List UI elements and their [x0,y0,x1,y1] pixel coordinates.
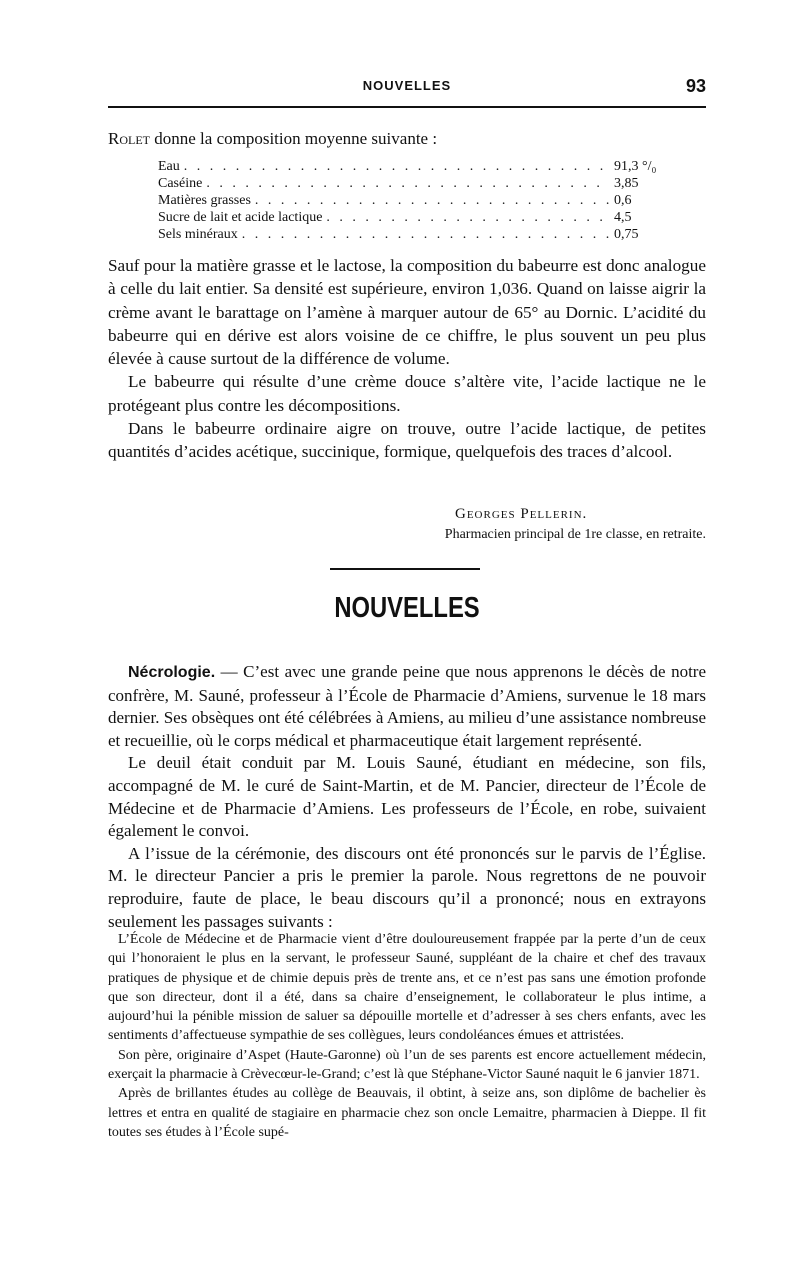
signature-name: Georges Pellerin. [455,506,588,522]
lead-sentence [108,128,706,150]
lead-text: donne la composition moyenne suivante : [150,129,438,148]
composition-value: 0,75 [614,227,639,242]
composition-value: 91,3 °/₀ [614,159,657,174]
news-kicker: Nécrologie. [128,664,216,681]
leader-dots [184,158,610,175]
quoted-speech [108,930,706,1142]
composition-label: Sucre de lait et acide lactique [158,210,323,225]
composition-label: Caséine [158,176,203,191]
paragraph: Dans le babeurre ordinaire aigre on trouve, outre l’acide lactique, de petites quantités d’acides acétique, succinique, formique, quelquefois des traces d’alcool. [108,419,706,462]
leader-dots [326,209,610,226]
leader-dots [242,226,610,243]
article-body [108,254,706,464]
paragraph [108,661,706,752]
paragraph: Le deuil était conduit par M. Louis Sauné, étudiant en médecine, son fils, accompagné de M. le curé de Saint-Martin, et de M. Pancier, directeur de l’École de Médecine et de Pharmacie d’Amiens. Les professeurs de l’École, en robe, suivaient également le convoi. [108,753,706,841]
running-title: NOUVELLES [362,78,452,93]
leader-dots [206,175,610,192]
signature-title: Pharmacien principal de 1re classe, en retraite. [444,527,706,542]
section-title: NOUVELLES [334,592,480,624]
paragraph: Sauf pour la matière grasse et le lactose, la composition du babeurre est donc analogue à celle du lait entier. Sa densité est supérieure, environ 1,036. Quand on laisse aigrir la crème avant le barattage on l’amène à marquer autour de 65° au Dornic. L’acidité du babeurre qui en dérive est alors voisine de ce chiffre, le plus souvent un peu plus élevée à cause surtout de la différence de volume. [108,256,706,369]
leader-dots [255,192,610,209]
table-row [158,175,684,192]
paragraph: A l’issue de la cérémonie, des discours ont été prononcés sur le parvis de l’Église. M. le directeur Pancier a pris le premier la parole. Nous regrettons de ne pouvoir reproduire, faute de place, le beau discours qu’il a prononcé; nous en extrayons seulement les passages suivants : [108,843,706,931]
composition-label: Sels minéraux [158,227,238,242]
table-row [158,226,684,243]
composition-value: 4,5 [614,210,632,225]
quote-paragraph: Son père, originaire d’Aspet (Haute-Garonne) où l’un de ses parents est encore actuellement médecin, exerçait la pharmacie à Crèvecœur-le-Grand; c’est là que Stéphane-Victor Sauné naquit le 6 janvier 1871. [108,1047,706,1083]
author-name: Rolet [108,129,150,148]
header-rule [108,106,706,108]
composition-label: Eau [158,159,180,174]
news-body [108,661,706,933]
paragraph-text: — C’est avec une grande peine que nous apprenons le décès de notre confrère, M. Sauné, professeur à l’École de Pharmacie d’Amiens, survenue le 18 mars dernier. Ses obsèques ont été célébrées à Amiens, au milieu d’une assistance nombreuse et recueillie, où le corps médical et pharmaceutique était largement représenté. [108,662,706,750]
quote-paragraph: Après de brillantes études au collège de Beauvais, il obtint, à seize ans, son diplôme de bachelier ès lettres et entra en qualité de stagiaire en pharmacie chez son oncle Lemaitre, pharmacien à Dieppe. Il fit toutes ses études à l’École supé- [108,1086,706,1140]
table-row [158,158,684,175]
table-row [158,192,684,209]
paragraph: Le babeurre qui résulte d’une crème douce s’altère vite, l’acide lactique ne le protégeant plus contre les décompositions. [108,372,706,415]
composition-value: 0,6 [614,193,632,208]
composition-value: 3,85 [614,176,639,191]
page-header [108,78,706,100]
quote-paragraph: L’École de Médecine et de Pharmacie vient d’être douloureusement frappée par la perte d’un de ceux qui l’honoraient le plus en la servant, le professeur Sauné, suppléant de la chaire et chef des travaux pratiques de physique et de chimie depuis près de trente ans, et ce n’est pas sans une émotion profonde que son directeur, dont il a été, dans sa chaire d’enseignement, le collaborateur le plus intime, a aujourd’hui la pénible mission de saluer sa dépouille mortelle et d’adresser à ses chers enfants, avec les sentiments d’affectueuse sympathie de ses collègues, leurs condoléances émues et attristées. [108,932,706,1044]
composition-label: Matières grasses [158,193,251,208]
table-row [158,209,684,226]
page-number: 93 [685,76,706,96]
section-divider [330,568,480,570]
composition-table [158,158,684,243]
